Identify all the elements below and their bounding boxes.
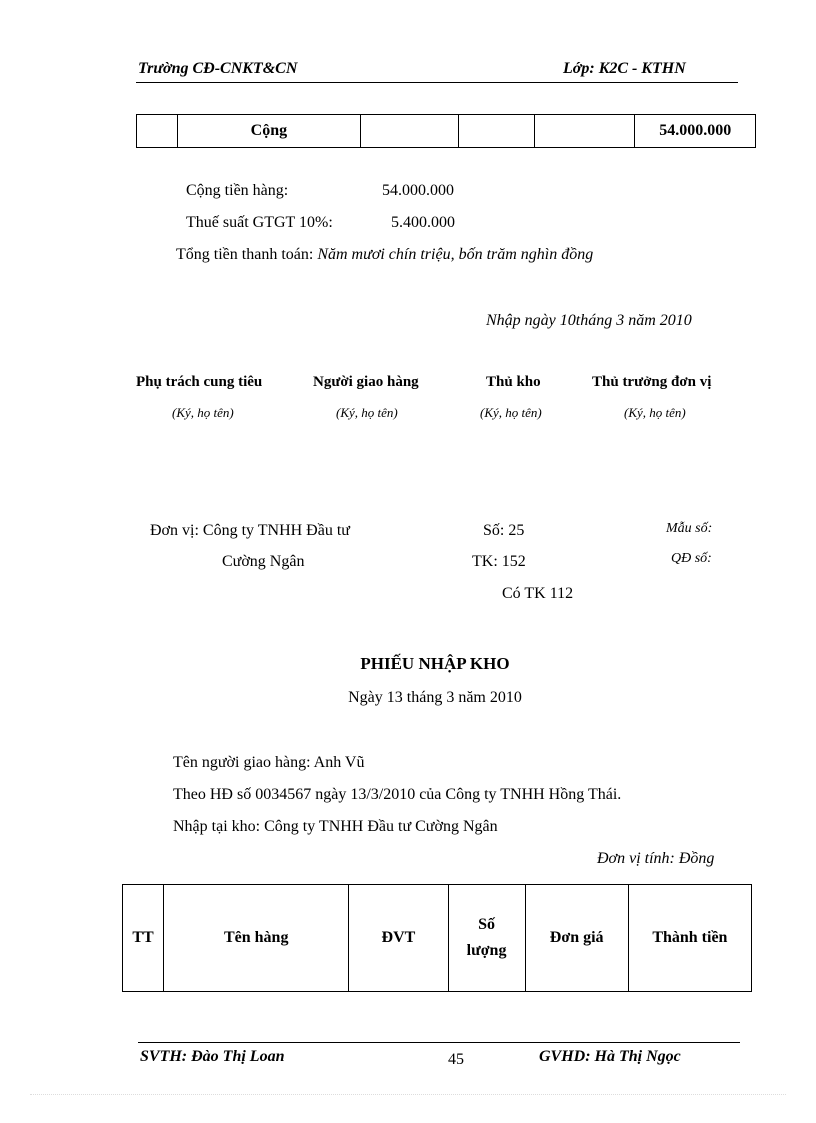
form-number: Mẫu số: <box>666 521 713 536</box>
table-cell <box>137 115 178 148</box>
signature-note: (Ký, họ tên) <box>480 405 542 420</box>
column-header: ĐVT <box>349 885 448 992</box>
currency-unit: Đơn vị tính: Đồng <box>597 850 715 867</box>
table-cell <box>361 115 459 148</box>
quantity-header-line1: Số <box>478 916 495 933</box>
column-header: Thành tiền <box>628 885 751 992</box>
signature-note: (Ký, họ tên) <box>336 405 398 420</box>
voucher-date: Ngày 13 tháng 3 năm 2010 <box>348 689 522 706</box>
page-number: 45 <box>448 1051 464 1068</box>
column-header: Đơn giá <box>525 885 628 992</box>
total-value-cell: 54.000.000 <box>635 115 756 148</box>
signature-title: Thủ trưởng đơn vị <box>592 374 712 390</box>
voucher-title: PHIẾU NHẬP KHO <box>360 654 510 673</box>
total-label-cell: Cộng <box>177 115 361 148</box>
footer-rule <box>138 1042 740 1043</box>
total-payment-line <box>176 246 593 264</box>
vat-label: Thuế suất GTGT 10%: <box>186 214 333 231</box>
debit-account: TK: 152 <box>472 553 526 570</box>
signature-title: Phụ trách cung tiêu <box>136 374 263 390</box>
column-header-quantity <box>448 885 525 992</box>
credit-account: Có TK 112 <box>502 585 574 602</box>
footer-student: SVTH: Đào Thị Loan <box>140 1048 285 1065</box>
unit-name-line2: Cường Ngân <box>222 553 305 570</box>
column-header: Tên hàng <box>164 885 349 992</box>
goods-value: 54.000.000 <box>382 182 454 199</box>
signature-note: (Ký, họ tên) <box>624 405 686 420</box>
decision-number: QĐ số: <box>671 551 712 566</box>
item-table <box>122 884 752 992</box>
table-cell <box>535 115 635 148</box>
vat-value: 5.400.000 <box>391 214 455 231</box>
column-header: TT <box>123 885 164 992</box>
signature-note: (Ký, họ tên) <box>172 405 234 420</box>
signature-title: Thủ kho <box>486 374 541 390</box>
header-class: Lớp: K2C - KTHN <box>563 60 686 77</box>
voucher-number: Số: 25 <box>483 522 525 539</box>
quantity-header-line2: lượng <box>466 942 507 959</box>
table-cell <box>459 115 535 148</box>
entry-date: Nhập ngày 10tháng 3 năm 2010 <box>486 312 692 329</box>
warehouse-line: Nhập tại kho: Công ty TNHH Đầu tư Cường Ngân <box>173 818 498 835</box>
total-payment-words: Năm mươi chín triệu, bốn trăm nghìn đồng <box>317 246 594 263</box>
unit-name-line1: Đơn vị: Công ty TNHH Đầu tư <box>150 522 350 539</box>
deliverer-line: Tên người giao hàng: Anh Vũ <box>173 754 365 771</box>
table-header-row <box>123 885 752 992</box>
page-edge-line <box>30 1094 786 1095</box>
header-school: Trường CĐ-CNKT&CN <box>138 60 298 77</box>
signature-title: Người giao hàng <box>313 374 419 390</box>
footer-advisor: GVHD: Hà Thị Ngọc <box>539 1048 681 1065</box>
invoice-line: Theo HĐ số 0034567 ngày 13/3/2010 của Công ty TNHH Hồng Thái. <box>173 786 622 803</box>
header-rule <box>136 82 738 83</box>
top-total-table <box>136 114 756 148</box>
total-payment-label: Tổng tiền thanh toán: <box>176 246 314 263</box>
goods-label: Cộng tiền hàng: <box>186 182 289 199</box>
table-row <box>137 115 756 148</box>
